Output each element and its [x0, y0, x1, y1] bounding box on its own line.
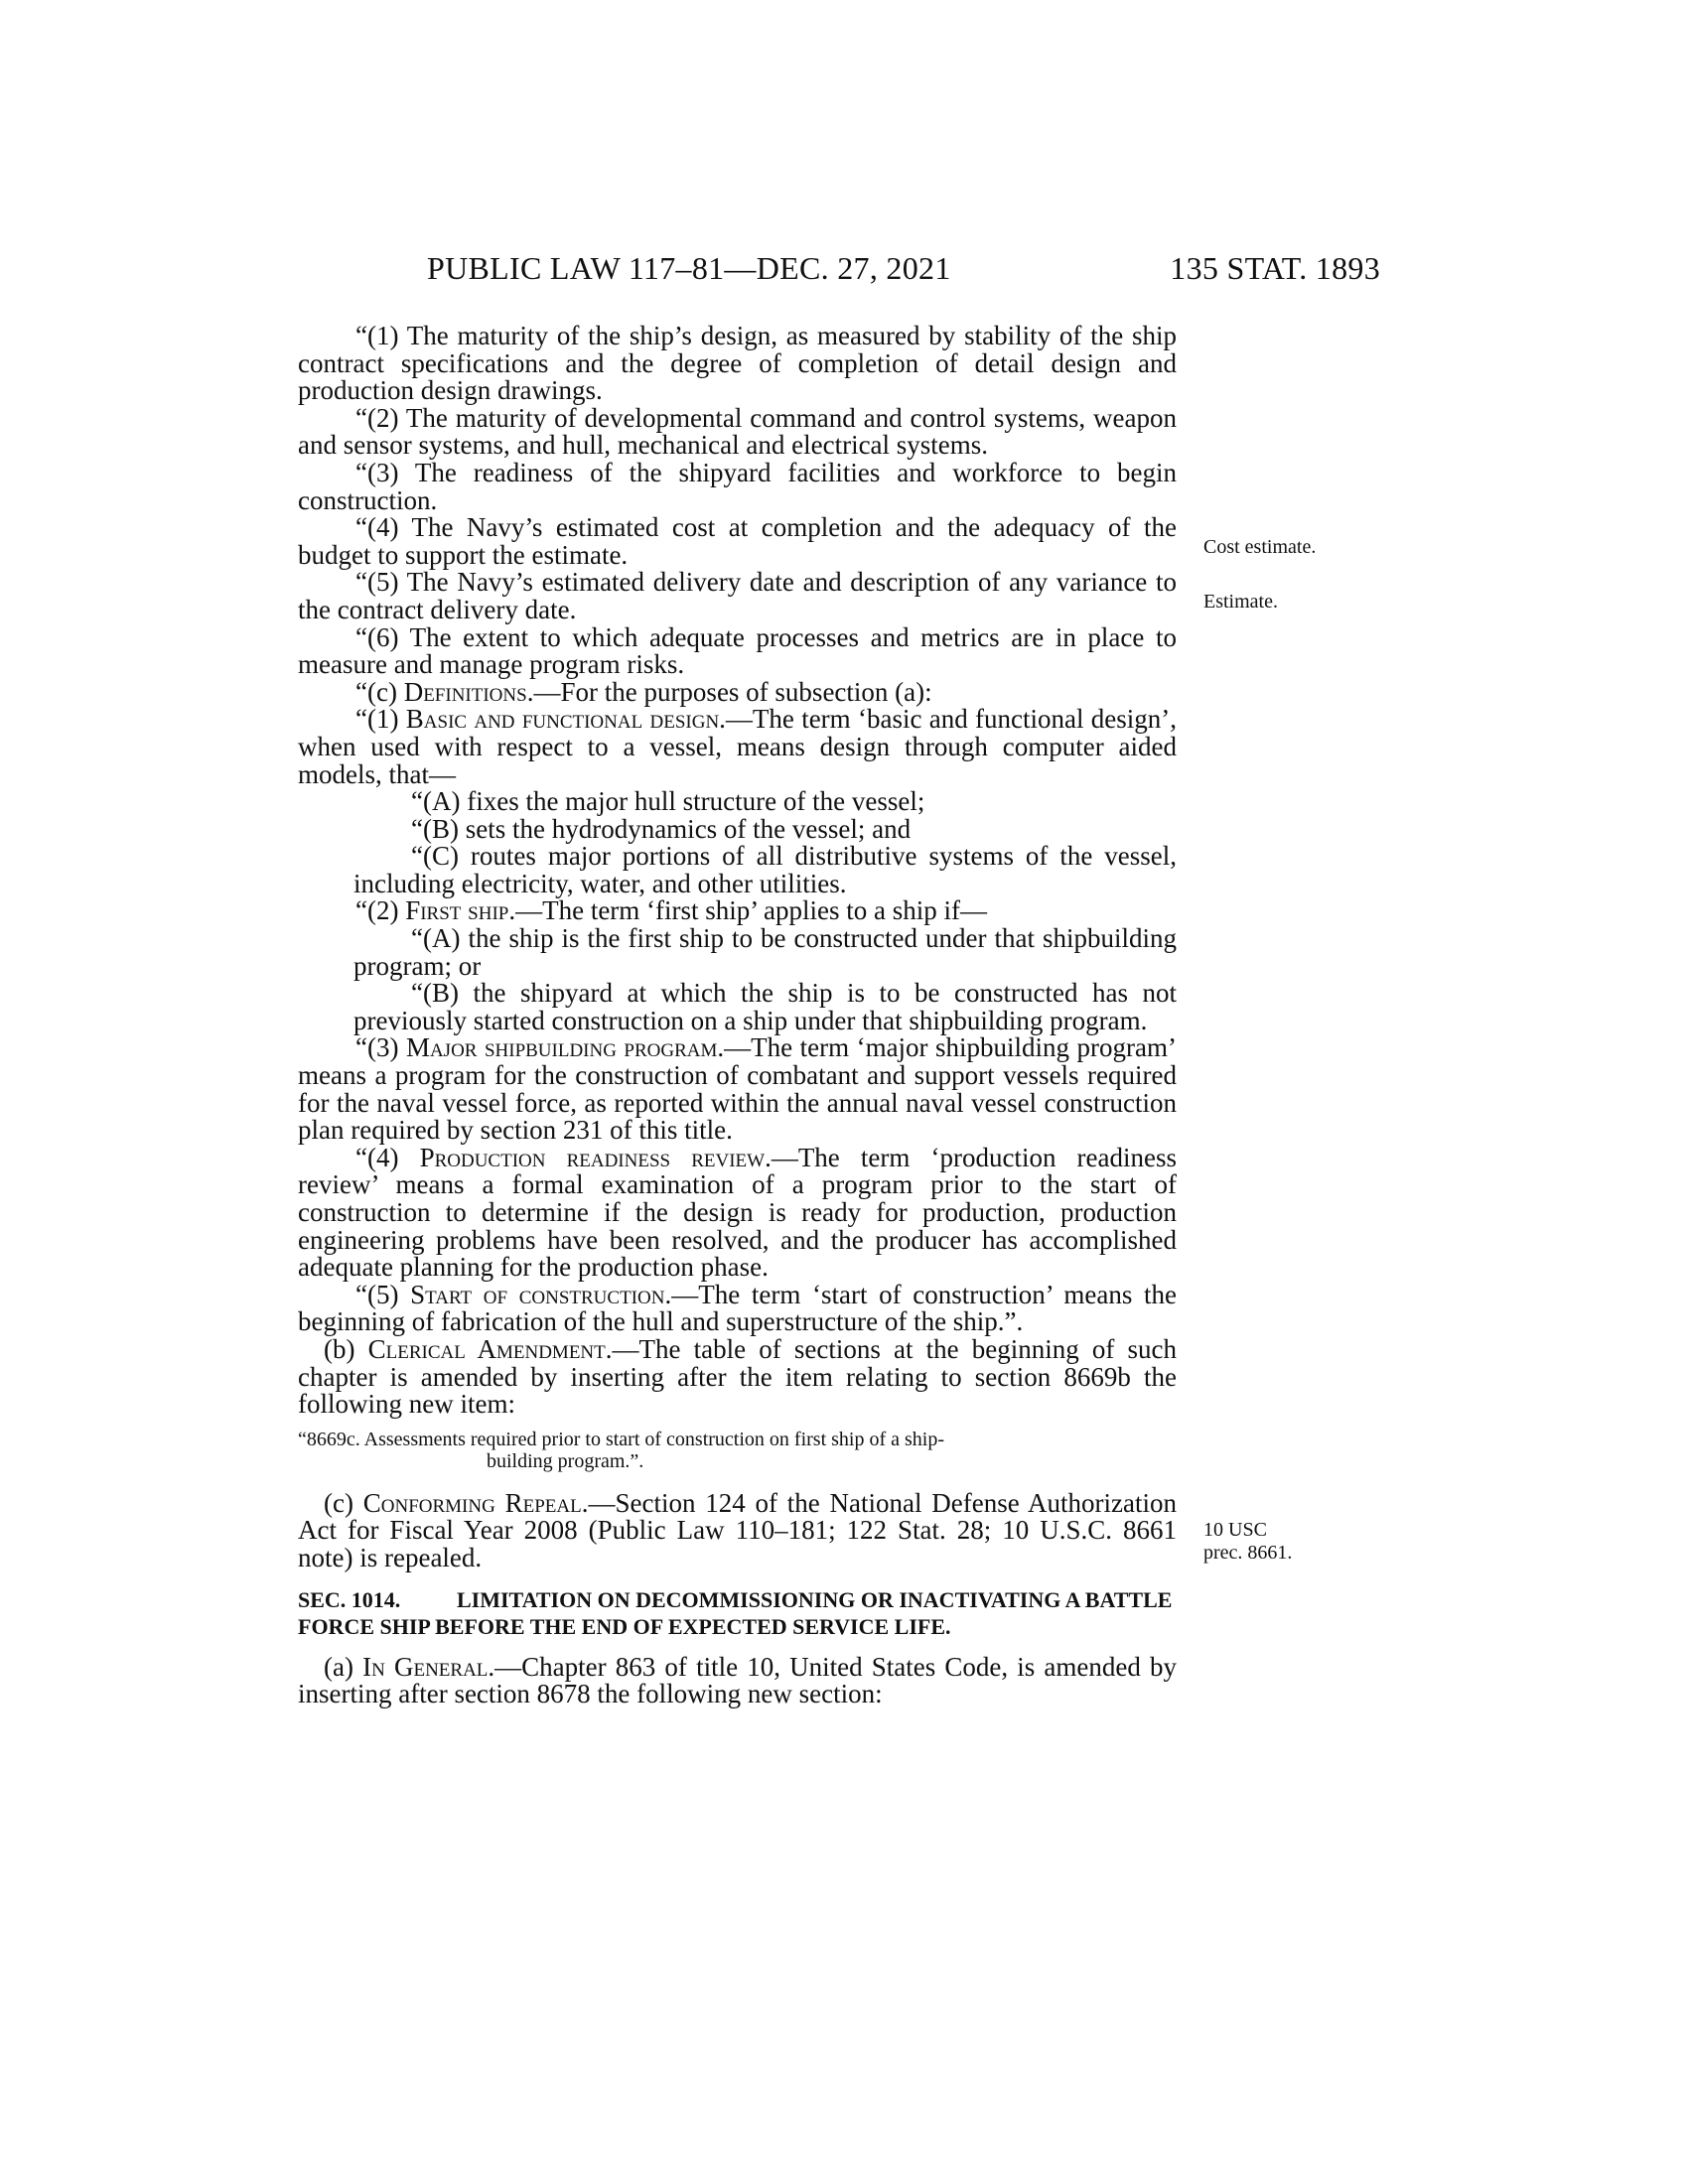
- section-title: LIMITATION ON DECOMMISSIONING OR INACTIVATING A BATTLE FORCE SHIP BEFORE THE END OF EXPECTED SERVICE LIFE.: [298, 1586, 1173, 1639]
- toc-section-title-line2: building program.”.: [487, 1449, 644, 1472]
- definition-2-prefix: “(2): [355, 895, 406, 926]
- definition-2: [298, 897, 1177, 925]
- running-title: PUBLIC LAW 117–81—DEC. 27, 2021: [427, 250, 951, 286]
- paragraph-4: “(4) The Navy’s estimated cost at completion and the adequacy of the budget to support the estimate.: [298, 512, 1177, 570]
- definition-5-text: .—The term ‘start of construction’ means the beginning of fabrication of the hull and superstructure of the ship.”.: [298, 1279, 1178, 1337]
- section-number: SEC. 1014.: [298, 1586, 401, 1612]
- paragraph-5: “(5) The Navy’s estimated delivery date and description of any variance to the contract delivery date.: [298, 567, 1177, 624]
- subsection-c-heading: Definitions: [403, 676, 527, 707]
- document-body: [298, 323, 1177, 1708]
- subsection-c-text: .—For the purposes of subsection (a):: [526, 676, 932, 707]
- subsection-cr-heading: Conforming Repeal: [362, 1487, 582, 1518]
- definition-4-heading: Production readiness review: [419, 1142, 766, 1172]
- definition-2-text: .—The term ‘first ship’ applies to a ship if—: [508, 895, 987, 926]
- definition-1-heading: Basic and functional design: [405, 704, 720, 735]
- margin-note-usc-citation: [1203, 1519, 1292, 1565]
- subsection-c-conforming-repeal: [298, 1487, 1177, 1572]
- toc-section-title-line1: Assessments required prior to start of construction on first ship of a ship-: [363, 1428, 945, 1450]
- statute-page-number: 135 STAT. 1893: [1170, 250, 1380, 286]
- definition-4-prefix: “(4): [355, 1142, 420, 1172]
- definition-1-b: “(B) sets the hydrodynamics of the vessel; and: [411, 813, 912, 844]
- margin-note-cost-estimate: Cost estimate.: [1203, 536, 1317, 558]
- subsection-b-heading: Clerical Amendment: [367, 1333, 606, 1364]
- definition-5-prefix: “(5): [355, 1279, 411, 1309]
- definition-1: [298, 706, 1177, 788]
- margin-note-usc-line1: 10 USC: [1203, 1519, 1267, 1541]
- definition-3: [298, 1034, 1177, 1144]
- toc-section-number: “8669c.: [298, 1428, 360, 1450]
- subsection-cr-text: .—Section 124 of the National Defense Authorization Act for Fiscal Year 2008 (Public Law 110–181; 122 Stat. 28; 10 U.S.C. 8661 note) is repealed.: [298, 1487, 1177, 1572]
- subsection-c-definitions: [298, 676, 1177, 707]
- margin-note-estimate: Estimate.: [1203, 591, 1278, 613]
- definition-1-prefix: “(1): [355, 704, 406, 735]
- definition-1-c: “(C) routes major portions of all distributive systems of the vessel, including electricity, water, and other utilities.: [353, 841, 1177, 898]
- definition-3-prefix: “(3): [355, 1032, 406, 1063]
- subsection-a-heading: In General: [362, 1651, 489, 1682]
- definition-4-text: .—The term ‘production readiness review’ means a formal examination of a program prior to the start of construction to determine if the design is ready for production, production engineering problems have been resolved, and the producer has accomplished adequate planning for the production phase.: [298, 1142, 1177, 1283]
- subsection-b-prefix: (b): [324, 1333, 368, 1364]
- definition-2-a: “(A) the ship is the first ship to be constructed under that shipbuilding program; or: [353, 923, 1177, 981]
- subsection-b-text: .—The table of sections at the beginning of such chapter is amended by inserting after the item relating to section 8669b the following new item:: [298, 1333, 1177, 1420]
- definition-2-heading: First ship: [405, 895, 509, 926]
- definition-3-heading: Major shipbuilding program: [405, 1032, 718, 1063]
- paragraph-1: “(1) The maturity of the ship’s design, as measured by stability of the ship contract specifications and the degree of completion of detail design and production design drawings.: [298, 321, 1177, 406]
- paragraph-6: “(6) The extent to which adequate processes and metrics are in place to measure and manage program risks.: [298, 621, 1177, 680]
- definition-5: [298, 1279, 1178, 1337]
- subsection-a-text: .—Chapter 863 of title 10, United States Code, is amended by inserting after section 8678 the following new section:: [298, 1651, 1178, 1709]
- definition-5-heading: Start of construction: [410, 1279, 665, 1309]
- table-of-sections-entry: [298, 1429, 1177, 1472]
- subsection-b-clerical-amendment: [298, 1333, 1177, 1420]
- page-header: [298, 248, 1390, 288]
- margin-note-usc-line2: prec. 8661.: [1203, 1542, 1293, 1564]
- definition-1-text: .—The term ‘basic and functional design’, when used with respect to a vessel, means design through computer aided models, that—: [298, 704, 1178, 789]
- definition-2-b: “(B) the shipyard at which the ship is to be constructed has not previously started construction on a ship under that shipbuilding program.: [353, 978, 1177, 1035]
- definition-1-a: “(A) fixes the major hull structure of the vessel;: [411, 786, 925, 817]
- subsection-a-in-general: [298, 1651, 1178, 1709]
- paragraph-3: “(3) The readiness of the shipyard facilities and workforce to begin construction.: [298, 457, 1177, 515]
- paragraph-2: “(2) The maturity of developmental command and control systems, weapon and sensor systems, and hull, mechanical and electrical systems.: [298, 402, 1177, 461]
- subsection-c-prefix: “(c): [355, 676, 404, 707]
- subsection-a-prefix: (a): [324, 1651, 363, 1682]
- definition-4: [298, 1142, 1177, 1283]
- section-heading: [298, 1586, 1177, 1640]
- subsection-cr-prefix: (c): [324, 1487, 363, 1518]
- definition-3-text: .—The term ‘major shipbuilding program’ means a program for the construction of combatant and support vessels required for the naval vessel force, as reported within the annual naval vessel construction plan required by section 231 of this title.: [298, 1032, 1177, 1146]
